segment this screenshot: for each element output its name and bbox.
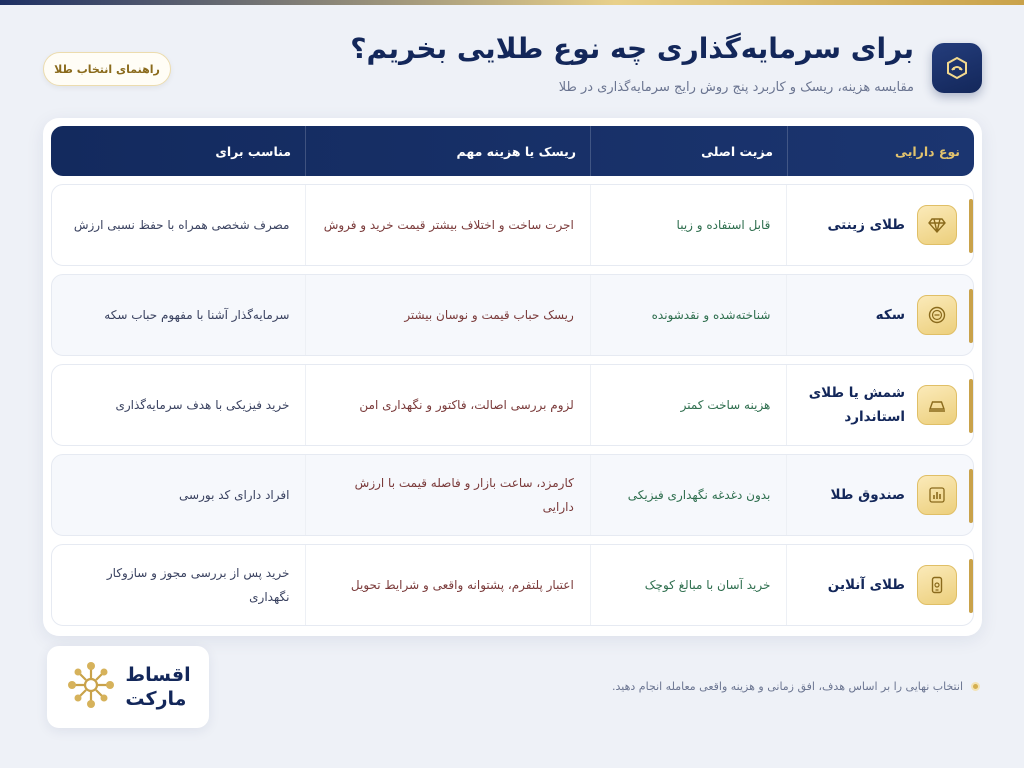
advantage-cell: خرید آسان با مبالغ کوچک bbox=[590, 545, 787, 625]
footer-note bbox=[560, 680, 980, 693]
column-header-advantage: مزیت اصلی bbox=[590, 126, 787, 176]
brand-logo[interactable] bbox=[47, 646, 209, 728]
table-row bbox=[51, 184, 974, 266]
advantage-cell: شناخته‌شده و نقدشونده bbox=[590, 275, 787, 355]
advantage-cell: بدون دغدغه نگهداری فیزیکی bbox=[590, 455, 787, 535]
asset-name: طلای آنلاین bbox=[827, 577, 905, 593]
asset-cell bbox=[786, 185, 973, 265]
table-body bbox=[51, 184, 974, 634]
guide-badge[interactable]: راهنمای انتخاب طلا bbox=[43, 52, 171, 86]
advantage-cell: قابل استفاده و زیبا bbox=[590, 185, 787, 265]
column-header-risk: ریسک یا هزینه مهم bbox=[305, 126, 590, 176]
risk-cell: اعتبار پلتفرم، پشتوانه واقعی و شرایط تحویل bbox=[305, 545, 589, 625]
diamond-icon bbox=[917, 205, 957, 245]
shield-logo-icon bbox=[932, 43, 982, 93]
asset-name: طلای زینتی bbox=[827, 217, 905, 233]
molecule-logo-icon bbox=[65, 659, 117, 715]
table-header bbox=[51, 126, 974, 176]
asset-name: شمش یا طلای استاندارد bbox=[808, 385, 905, 425]
gold-bar-icon bbox=[917, 385, 957, 425]
asset-name: سکه bbox=[875, 307, 905, 323]
fit-cell: خرید فیزیکی با هدف سرمایه‌گذاری bbox=[115, 398, 290, 412]
column-header-fit: مناسب برای bbox=[215, 143, 291, 159]
top-accent-bar bbox=[0, 0, 1024, 5]
asset-cell bbox=[786, 545, 973, 625]
table-row bbox=[51, 364, 974, 446]
fit-cell: مصرف شخصی همراه با حفظ نسبی ارزش bbox=[73, 218, 290, 232]
risk-cell: لزوم بررسی اصالت، فاکتور و نگهداری امن bbox=[305, 365, 589, 445]
asset-cell bbox=[786, 275, 973, 355]
column-header-asset: نوع دارایی bbox=[787, 126, 974, 176]
coin-icon bbox=[917, 295, 957, 335]
asset-cell bbox=[786, 455, 973, 535]
advantage-cell: هزینه ساخت کمتر bbox=[590, 365, 787, 445]
mobile-icon bbox=[917, 565, 957, 605]
page-subtitle: مقایسه هزینه، ریسک و کاربرد پنج روش رایج سرمایه‌گذاری در طلا bbox=[558, 80, 914, 95]
bar-chart-icon bbox=[917, 475, 957, 515]
table-row bbox=[51, 274, 974, 356]
fit-cell: افراد دارای کد بورسی bbox=[179, 488, 290, 502]
risk-cell: کارمزد، ساعت بازار و فاصله قیمت با ارزش دارایی bbox=[305, 455, 589, 535]
footer-note-text: انتخاب نهایی را بر اساس هدف، افق زمانی و هزینه واقعی معامله انجام دهید. bbox=[612, 680, 963, 693]
brand-name bbox=[125, 663, 190, 711]
asset-name: صندوق طلا bbox=[830, 487, 905, 503]
table-row bbox=[51, 544, 974, 626]
risk-cell: اجرت ساخت و اختلاف بیشتر قیمت خرید و فروش bbox=[305, 185, 589, 265]
asset-cell bbox=[786, 365, 973, 445]
risk-cell: ریسک حباب قیمت و نوسان بیشتر bbox=[305, 275, 589, 355]
table-row bbox=[51, 454, 974, 536]
brand-name-line2: مارکت bbox=[125, 688, 187, 710]
bullet-dot-icon bbox=[971, 682, 980, 691]
brand-name-line1: اقساط bbox=[125, 664, 191, 686]
page-title: برای سرمایه‌گذاری چه نوع طلایی بخریم؟ bbox=[350, 32, 914, 65]
fit-cell: خرید پس از بررسی مجوز و سازوکار نگهداری bbox=[106, 566, 290, 604]
fit-cell: سرمایه‌گذار آشنا با مفهوم حباب سکه bbox=[104, 308, 290, 322]
comparison-table bbox=[43, 118, 982, 636]
